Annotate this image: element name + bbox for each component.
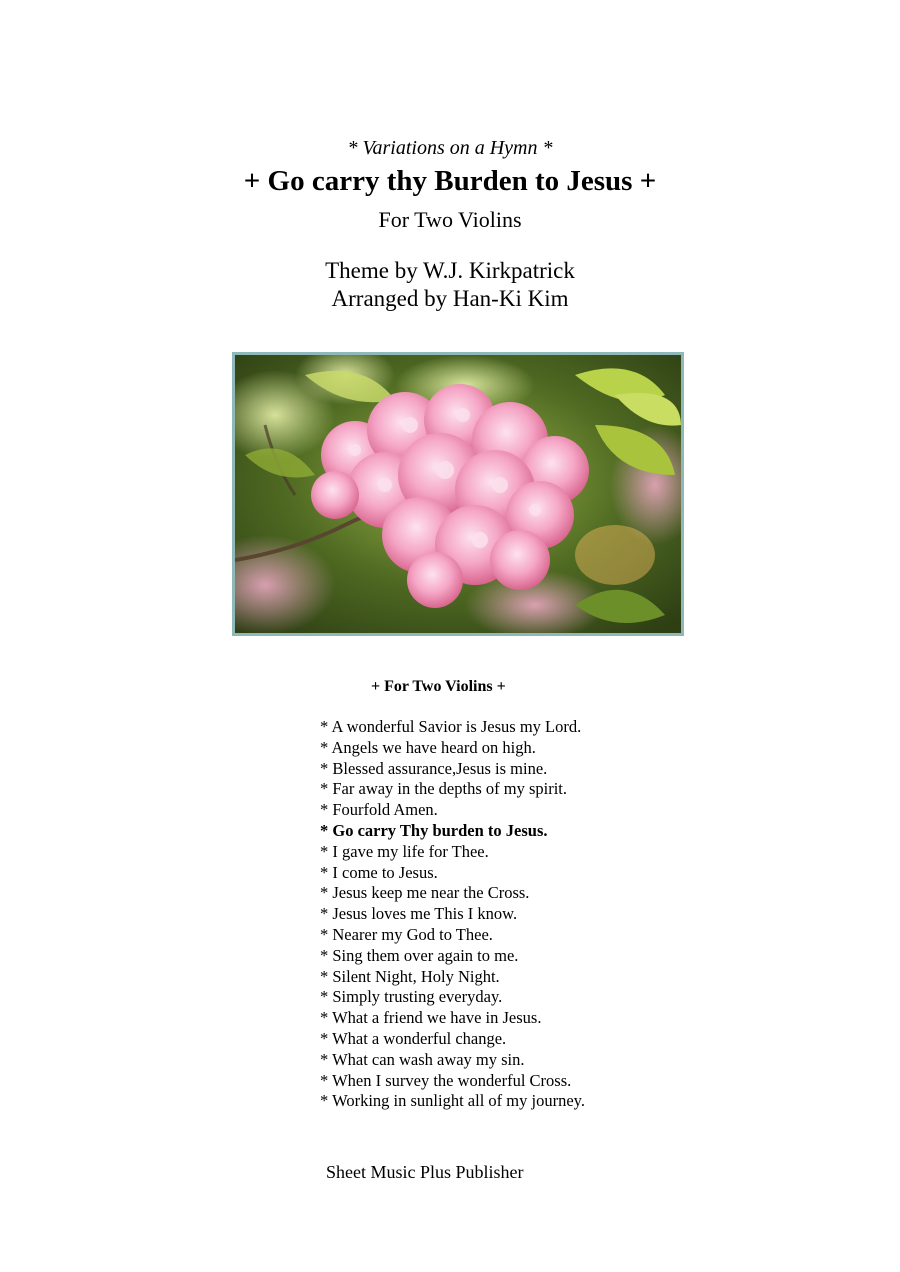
list-item: * Blessed assurance,Jesus is mine.: [320, 758, 548, 778]
instrumentation-line: For Two Violins: [378, 207, 522, 232]
subtitle: * Variations on a Hymn *: [347, 137, 553, 159]
list-item: * When I survey the wonderful Cross.: [320, 1070, 572, 1090]
list-item: * Sing them over again to me.: [320, 945, 519, 965]
list-item: * Nearer my God to Thee.: [320, 924, 493, 944]
list-item: * I gave my life for Thee.: [320, 841, 489, 861]
list-item: * Far away in the depths of my spirit.: [320, 779, 568, 799]
list-item: * Simply trusting everyday.: [320, 987, 503, 1007]
list-item: * Angels we have heard on high.: [320, 737, 536, 757]
list-item: * What a wonderful change.: [320, 1028, 507, 1048]
cherry-blossom-photo: [232, 352, 684, 636]
publisher-name: Sheet Music Plus Publisher: [326, 1162, 524, 1182]
list-item: * Jesus keep me near the Cross.: [320, 883, 530, 903]
piece-list: [320, 717, 585, 1112]
list-item: * I come to Jesus.: [320, 862, 438, 882]
list-item: * A wonderful Savior is Jesus my Lord.: [320, 717, 582, 736]
list-item: * Working in sunlight all of my journey.: [320, 1091, 585, 1111]
list-item: * Jesus loves me This I know.: [320, 904, 518, 924]
page-title: + Go carry thy Burden to Jesus +: [243, 165, 657, 197]
list-item: * Silent Night, Holy Night.: [320, 966, 500, 986]
list-item: * What a friend we have in Jesus.: [320, 1008, 542, 1028]
list-item-highlighted: * Go carry Thy burden to Jesus.: [320, 820, 548, 840]
theme-credit: Theme by W.J. Kirkpatrick: [325, 258, 575, 283]
list-item: * What can wash away my sin.: [320, 1049, 525, 1069]
arranger-credit: Arranged by Han-Ki Kim: [331, 286, 569, 311]
collection-heading: + For Two Violins +: [371, 678, 506, 695]
list-item: * Fourfold Amen.: [320, 800, 438, 820]
cherry-blossom-illustration: [235, 355, 681, 633]
